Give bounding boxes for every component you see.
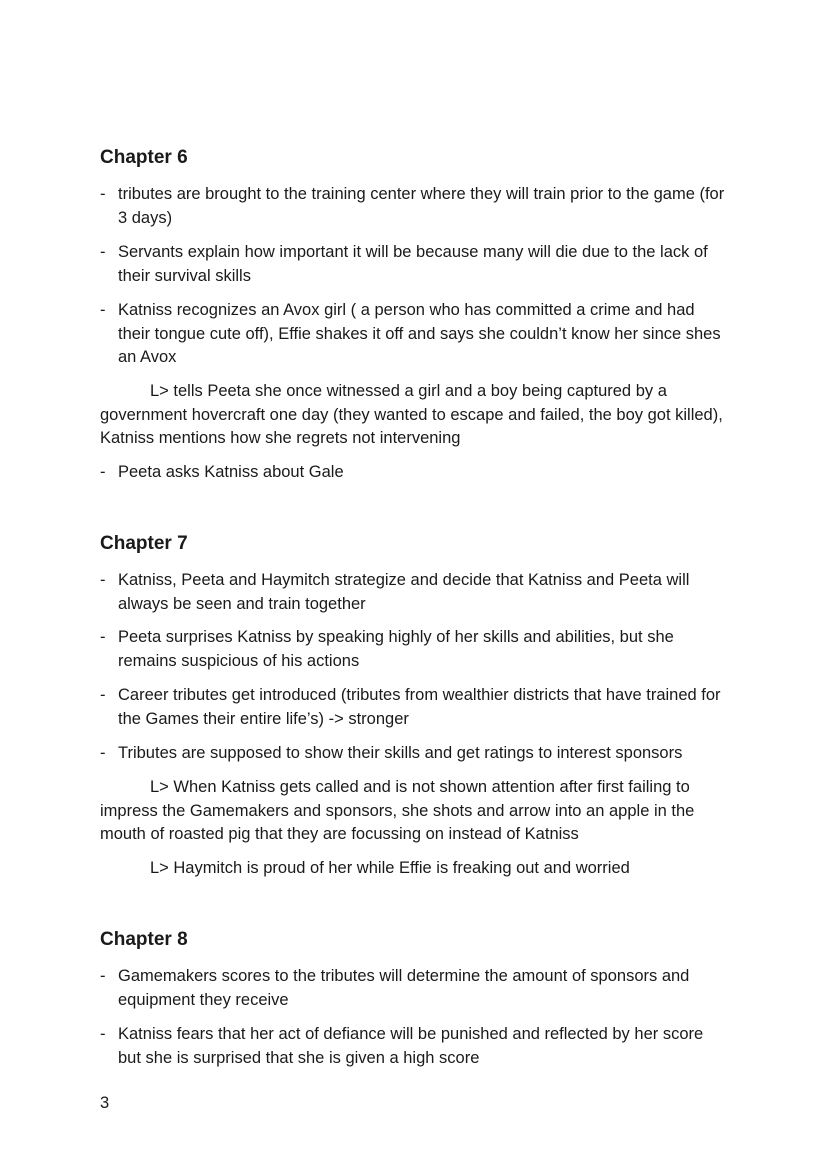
bullet-dash: - (100, 1025, 106, 1043)
bullet-text: tributes are brought to the training center where they will train prior to the game (for 3 days) (118, 185, 725, 227)
bullet-text: Katniss recognizes an Avox girl ( a person who has committed a crime and had their tongue cute off), Effie shakes it off and says she couldn’t know her since shes an Avox (118, 301, 721, 366)
chapter-6-title: Chapter 6 (100, 147, 188, 168)
bullet-dash: - (100, 686, 106, 704)
chapter-6-bullet-1 (100, 183, 730, 230)
bullet-text: Katniss, Peeta and Haymitch strategize and decide that Katniss and Peeta will always be seen and train together (118, 571, 690, 613)
bullet-dash: - (100, 185, 106, 203)
chapter-8-title: Chapter 8 (100, 929, 188, 950)
page-number: 3 (100, 1094, 110, 1112)
bullet-text: Tributes are supposed to show their skills and get ratings to interest sponsors (118, 744, 683, 762)
chapter-7-sub-note-1: L> When Katniss gets called and is not shown attention after first failing to impress the Gamemakers and sponsors, she shots and arrow into an apple in the mouth of roasted pig that they are focussing on instead of Katniss (100, 778, 695, 843)
chapter-6-bullet-2 (100, 241, 730, 288)
bullet-text: Servants explain how important it will be because many will die due to the lack of their survival skills (118, 243, 708, 285)
chapter-7-bullet-2 (100, 626, 730, 673)
chapter-6-sub-note: L> tells Peeta she once witnessed a girl and a boy being captured by a government hovercraft one day (they wanted to escape and failed, the boy got killed), Katniss mentions how she regrets not intervening (100, 382, 723, 447)
chapter-7-sub-note-2: L> Haymitch is proud of her while Effie is freaking out and worried (150, 859, 630, 877)
bullet-dash: - (100, 967, 106, 985)
bullet-text: Career tributes get introduced (tributes from wealthier districts that have trained for the Games their entire life’s) -> stronger (118, 686, 721, 728)
bullet-dash: - (100, 243, 106, 261)
bullet-dash: - (100, 628, 106, 646)
bullet-text: Peeta surprises Katniss by speaking highly of her skills and abilities, but she remains suspicious of his actions (118, 628, 674, 670)
bullet-text: Peeta asks Katniss about Gale (118, 463, 344, 481)
bullet-text: Gamemakers scores to the tributes will determine the amount of sponsors and equipment they receive (118, 967, 690, 1009)
chapter-7-bullet-1 (100, 569, 730, 616)
chapter-6-bullet-3 (100, 299, 730, 370)
chapter-7-bullet-3 (100, 684, 730, 731)
chapter-8-bullet-2 (100, 1023, 730, 1070)
bullet-dash: - (100, 744, 106, 762)
bullet-text: Katniss fears that her act of defiance will be punished and reflected by her score but she is surprised that she is given a high score (118, 1025, 704, 1067)
bullet-dash: - (100, 463, 106, 481)
chapter-6-bullet-4 (100, 461, 730, 485)
chapter-7-bullet-4 (100, 742, 730, 766)
chapter-8-bullet-1 (100, 965, 730, 1012)
chapter-7-title: Chapter 7 (100, 533, 188, 554)
bullet-dash: - (100, 571, 106, 589)
bullet-dash: - (100, 301, 106, 319)
